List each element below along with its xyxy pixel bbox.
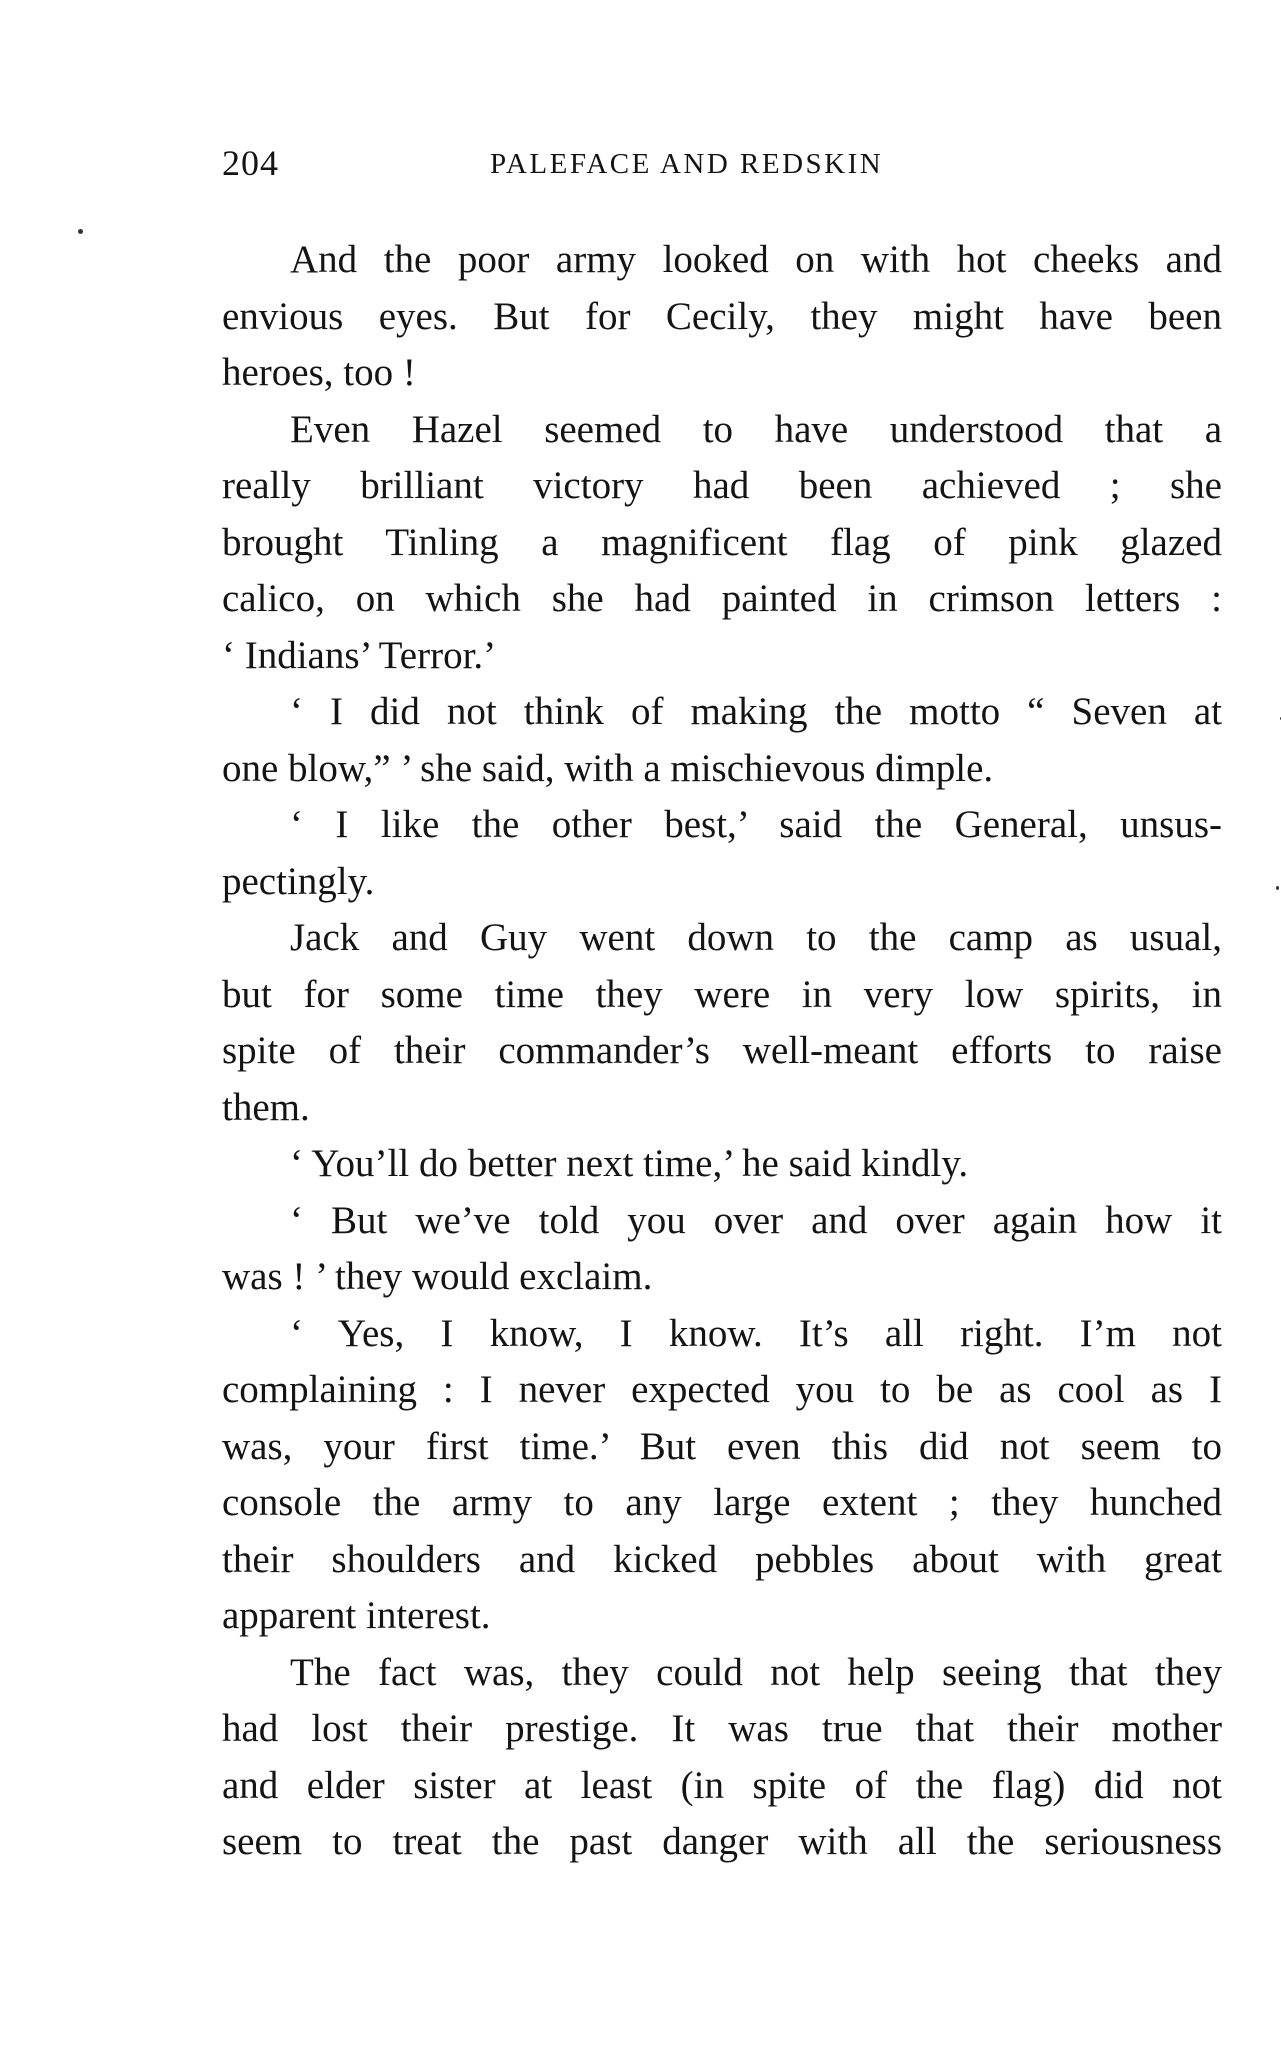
text-line: apparent interest.	[222, 1594, 491, 1637]
text-line: their shoulders and kicked pebbles about with great	[222, 1537, 1222, 1581]
text-line: Even Hazel seemed to have understood that a	[290, 407, 1222, 451]
text-line: ‘ Yes, I know, I know. It’s all right. I’m not	[290, 1311, 1222, 1355]
text-line: brought Tinling a magnificent flag of pink glazed	[222, 520, 1222, 564]
text-line: ‘ You’ll do better next time,’ he said kindly.	[290, 1142, 969, 1185]
text-line: one blow,” ’ she said, with a mischievous dimple.	[222, 746, 994, 790]
text-line: was ! ’ they would exclaim.	[222, 1255, 653, 1298]
text-line: pectingly.	[222, 859, 375, 903]
text-line: but for some time they were in very low spirits, in	[222, 972, 1222, 1016]
text-line: console the army to any large extent ; they hunched	[222, 1481, 1222, 1524]
text-line: had lost their prestige. It was true that their mother	[222, 1707, 1222, 1750]
text-line: complaining : I never expected you to be as cool as I	[222, 1368, 1222, 1411]
text-line: spite of their commander’s well-meant efforts to raise	[222, 1029, 1222, 1072]
print-speck	[1276, 886, 1279, 890]
print-speck	[78, 229, 83, 234]
text-line: them.	[222, 1085, 310, 1129]
text-line: seem to treat the past danger with all the seriousness	[222, 1820, 1222, 1863]
page-number: 204	[222, 143, 279, 183]
text-line: Jack and Guy went down to the camp as usual,	[290, 916, 1222, 959]
page-header	[222, 142, 1222, 192]
text-line: ‘ But we’ve told you over and over again how it	[290, 1198, 1222, 1242]
text-line: envious eyes. But for Cecily, they might have been	[222, 294, 1222, 338]
text-line: And the poor army looked on with hot cheeks and	[290, 238, 1222, 281]
text-line: heroes, too !	[222, 351, 416, 394]
body-text	[222, 232, 1222, 1871]
text-line: and elder sister at least (in spite of the flag) did not	[222, 1763, 1222, 1807]
text-line: The fact was, they could not help seeing that they	[290, 1650, 1222, 1694]
text-line: ‘ I did not think of making the motto “ Seven at	[290, 690, 1222, 733]
text-line: ‘ Indians’ Terror.’	[222, 633, 497, 677]
text-line: calico, on which she had painted in crimson letters :	[222, 577, 1222, 620]
text-line: was, your first time.’ But even this did not seem to	[222, 1424, 1222, 1468]
text-line: ‘ I like the other best,’ said the General, unsus-	[290, 803, 1222, 846]
text-line: really brilliant victory had been achieved ; she	[222, 464, 1222, 507]
running-title: PALEFACE AND REDSKIN	[490, 148, 884, 180]
